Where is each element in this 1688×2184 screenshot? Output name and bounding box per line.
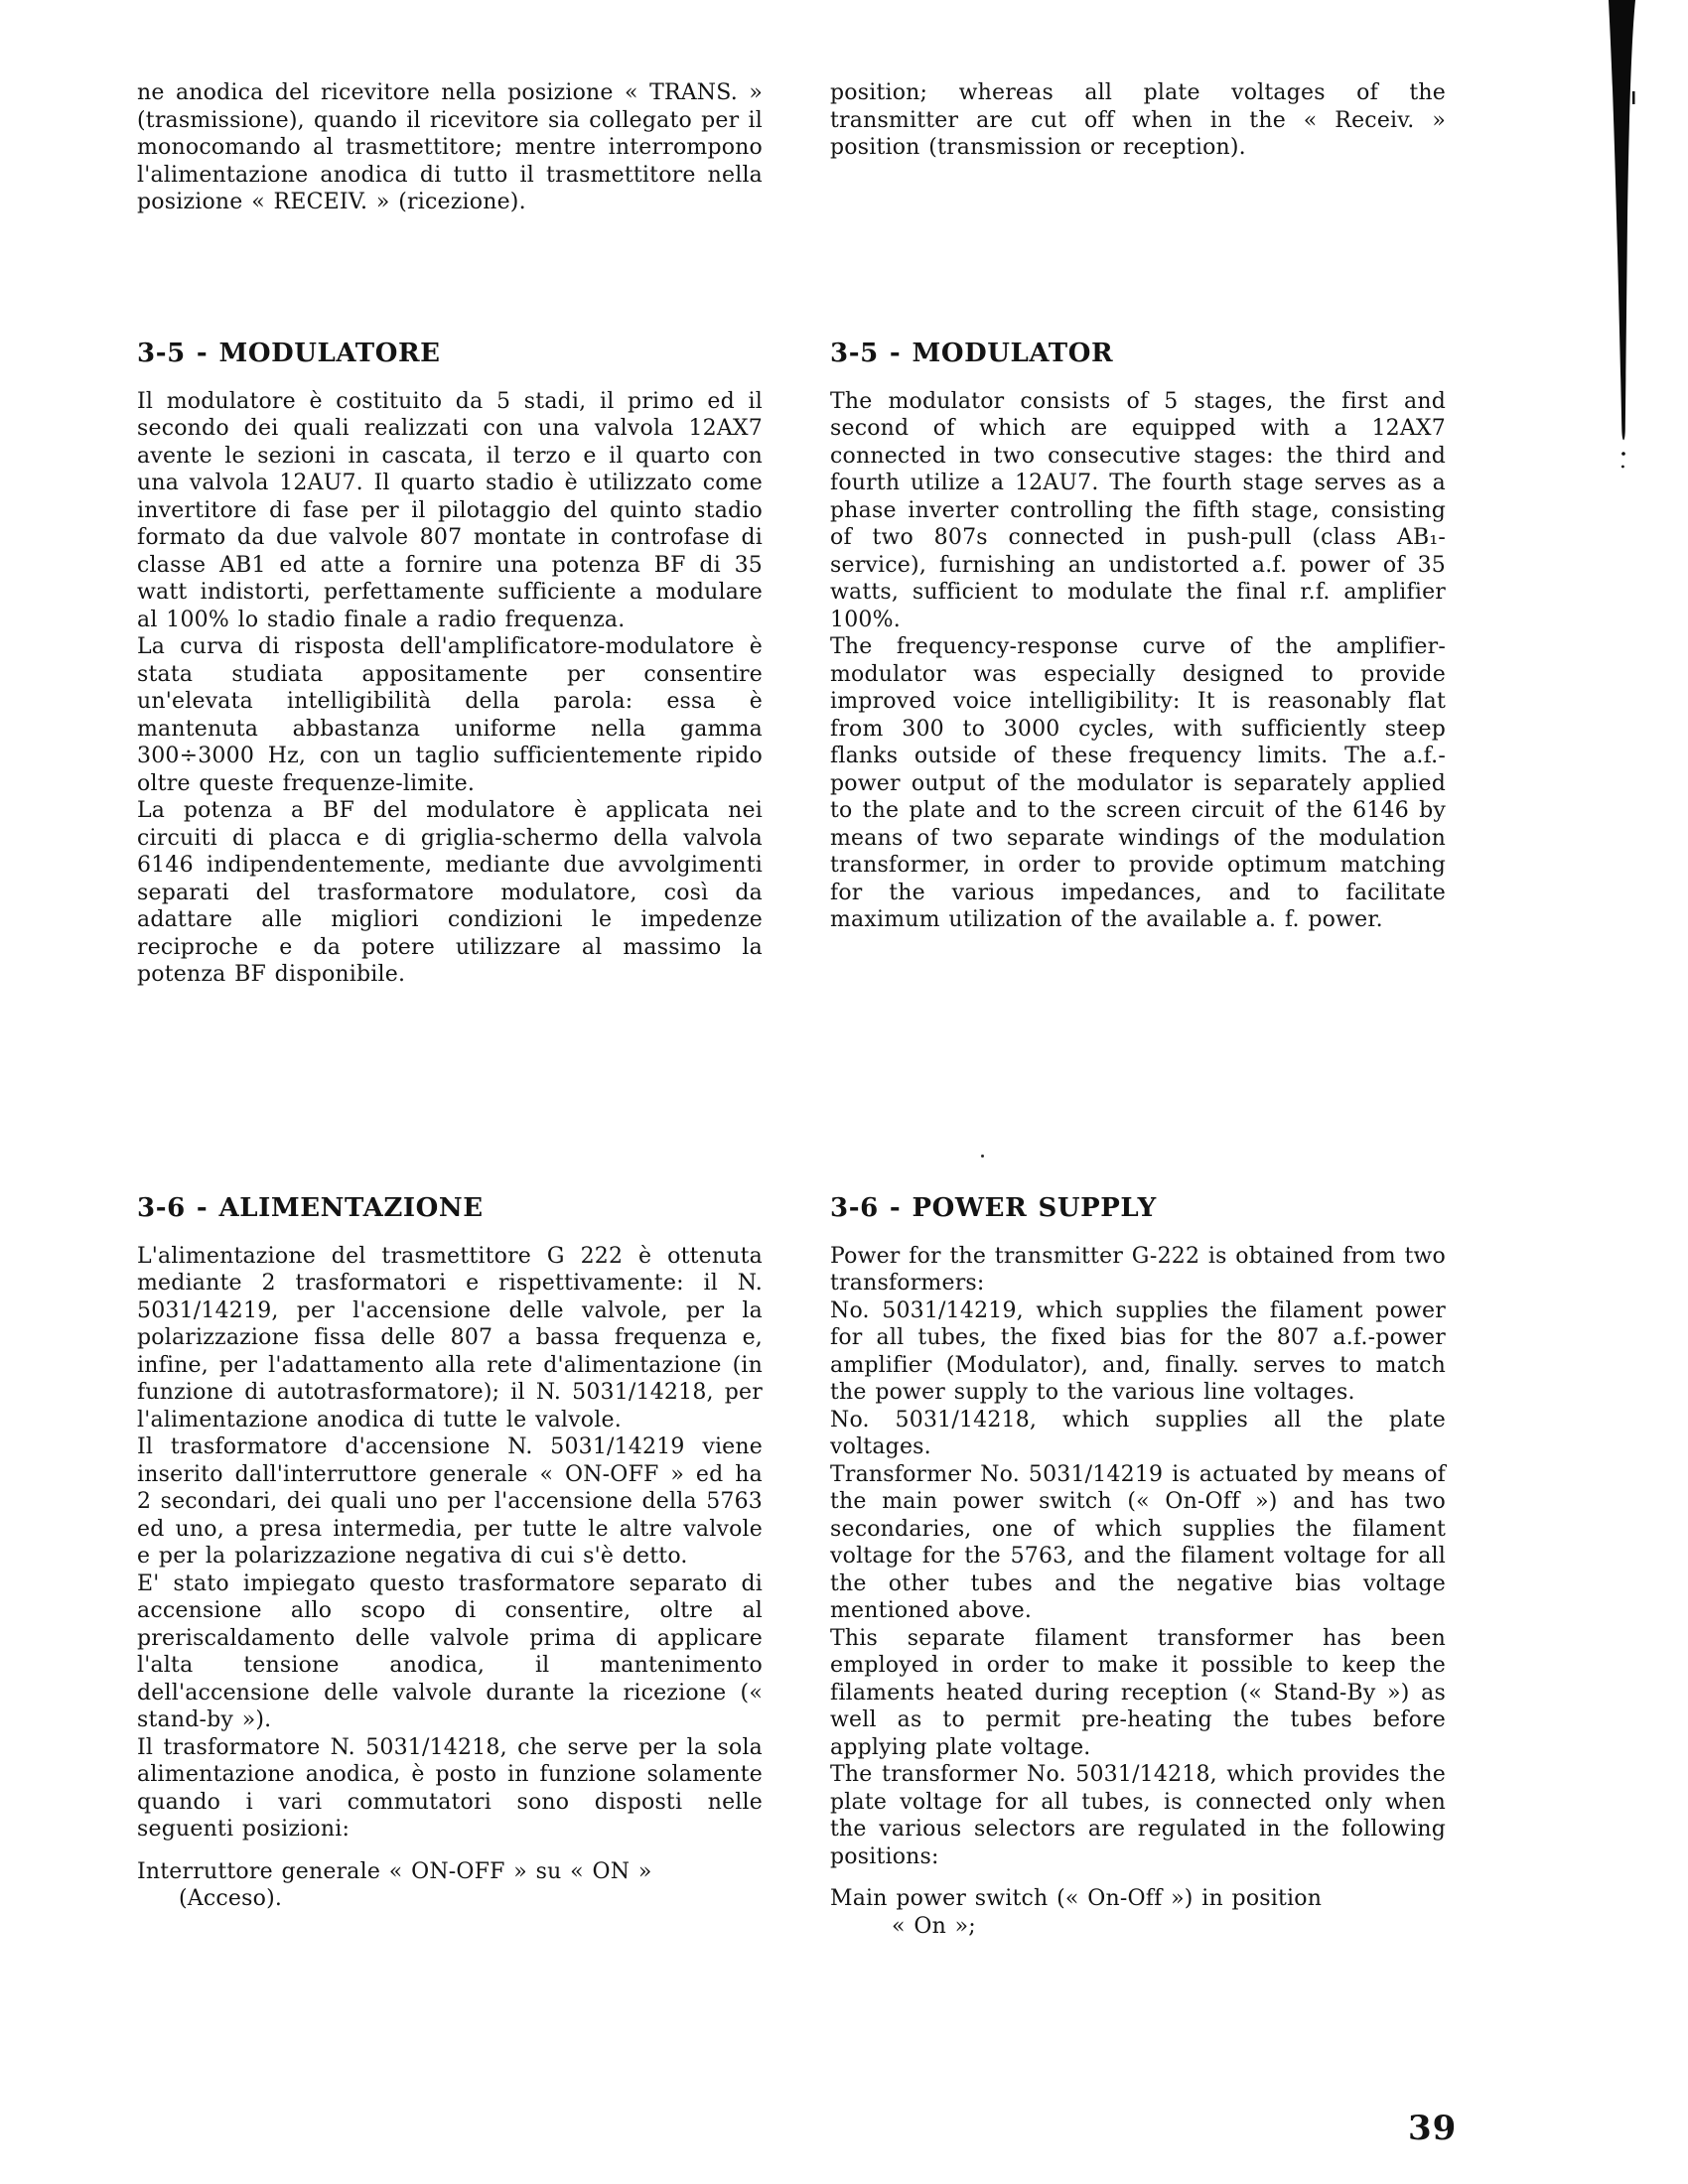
paragraph: La potenza a BF del modulatore è applicata nei circuiti di placca e di griglia-schermo della valvola 6146 indipendentemente, mediante due avvolgimenti separati del trasformatore modulatore, così da adattare alle migliori condizioni le impedenze reciproche e da potere utilizzare al massimo la potenza BF disponibile. <box>137 798 763 987</box>
paragraph: La curva di risposta dell'amplificatore-modulatore è stata studiata appositamente per consentire un'elevata intelligibilità della parola: essa è mantenuta abbastanza uniforme nella gamma 300÷3000 Hz, con un taglio sufficientemente ripido oltre queste frequenze-limite. <box>137 634 763 796</box>
paragraph: This separate filament transformer has been employed in order to make it possible to keep the filaments heated during reception (« Stand-By ») as well as to permit pre-heating the tubes before applying plate voltage. <box>830 1625 1446 1760</box>
paragraph: L'alimentazione del trasmettitore G 222 è ottenuta mediante 2 trasformatori e rispettivamente: il N. 5031/14219, per l'accensione delle valvole, per la polarizzazione fissa delle 807 a bassa frequenza e, infine, per l'adattamento alla rete d'alimentazione (in funzione di autotrasformatore); il N. 5031/14218, per l'alimentazione anodica di tutte le valvole. <box>137 1243 763 1433</box>
section-heading-power-supply: 3-6 - POWER SUPPLY <box>830 1193 1157 1223</box>
list-item-switch-position <box>830 1885 1446 1940</box>
section-heading-alimentazione: 3-6 - ALIMENTAZIONE <box>137 1193 484 1223</box>
paragraph: The transformer No. 5031/14218, which provides the plate voltage for all tubes, is connected only when the various selectors are regulated in the following positions: <box>830 1762 1446 1869</box>
section-heading-modulator: 3-5 - MODULATOR <box>830 339 1114 368</box>
paragraph-intro-it: ne anodica del ricevitore nella posizione « TRANS. » (trasmissione), quando il ricevitore sia collegato per il monocomando al trasmettitore; mentre interrompono l'alimentazione anodica di tutto il trasmettitore nella posizione « RECEIV. » (ricezione). <box>137 80 763 214</box>
page-edge-scan-mark <box>1589 0 1648 486</box>
page-number: 39 <box>1408 2109 1458 2148</box>
right-section-modulator <box>830 341 1446 934</box>
paragraph: Transformer No. 5031/14219 is actuated by means of the main power switch (« On-Off ») and has two secondaries, one of which supplies the filament voltage for the 5763, and the filament voltage for all the other tubes and the negative bias voltage mentioned above. <box>830 1461 1446 1623</box>
list-item-line: Interruttore generale « ON-OFF » su « ON » <box>137 1858 652 1884</box>
paragraph: No. 5031/14219, which supplies the filament power for all tubes, the fixed bias for the 807 a.f.-power amplifier (Modulator), and, finally. serves to match the power supply to the various line voltages. <box>830 1297 1446 1405</box>
section-heading-modulatore: 3-5 - MODULATORE <box>137 339 441 368</box>
paragraph: E' stato impiegato questo trasformatore separato di accensione allo scopo di consentire, oltre al preriscaldamento delle valvole prima di applicare l'alta tensione anodica, il mantenimento dell'accensione delle valvole durante la ricezione (« stand-by »). <box>137 1570 763 1732</box>
list-item-switch-position <box>137 1858 763 1913</box>
paragraph: Il trasformatore d'accensione N. 5031/14219 viene inserito dall'interruttore generale « ON-OFF » ed ha 2 secondari, dei quali uno per l'accensione della 5763 ed uno, a presa intermedia, per tutte le altre valvole e per la polarizzazione negativa di cui s'è detto. <box>137 1434 763 1569</box>
left-section-modulatore <box>137 341 763 989</box>
left-column-intro <box>137 79 763 216</box>
paragraph: The modulator consists of 5 stages, the first and second of which are equipped with a 12AX7 connected in two consecutive stages: the third and fourth utilize a 12AU7. The fourth stage serves as a phase inverter controlling the fifth stage, consisting of two 807s connected in push-pull (class AB₁-service), furnishing an undistorted a.f. power of 35 watts, sufficient to modulate the final r.f. amplifier 100%. <box>830 388 1446 632</box>
list-item-line: « On »; <box>892 1913 976 1939</box>
paragraph: Power for the transmitter G-222 is obtained from two transformers: <box>830 1243 1446 1296</box>
right-section-power-supply <box>830 1195 1446 1940</box>
scan-speck <box>981 1155 984 1158</box>
paragraph: The frequency-response curve of the amplifier-modulator was especially designed to provide improved voice intelligibility: It is reasonably flat from 300 to 3000 cycles, with sufficiently steep flanks outside of these frequency limits. The a.f.-power output of the modulator is separately applied to the plate and to the screen circuit of the 6146 by means of two separate windings of the modulation transformer, in order to provide optimum matching for the various impedances, and to facilitate maximum utilization of the available a. f. power. <box>830 634 1446 932</box>
paragraph: No. 5031/14218, which supplies all the plate voltages. <box>830 1407 1446 1459</box>
paragraph: Il trasformatore N. 5031/14218, che serve per la sola alimentazione anodica, è posto in funzione solamente quando i vari commutatori sono disposti nelle seguenti posizioni: <box>137 1734 763 1842</box>
right-column-intro <box>830 79 1446 162</box>
left-section-alimentazione <box>137 1195 763 1913</box>
list-item-line: Main power switch (« On-Off ») in position <box>830 1886 1323 1911</box>
paragraph-intro-en: position; whereas all plate voltages of the transmitter are cut off when in the « Receiv. » position (transmission or reception). <box>830 80 1446 160</box>
paragraph: Il modulatore è costituito da 5 stadi, il primo ed il secondo dei quali realizzati con una valvola 12AX7 avente le sezioni in cascata, il terzo e il quarto con una valvola 12AU7. Il quarto stadio è utilizzato come invertitore di fase per il pilotaggio del quinto stadio formato da due valvole 807 montate in controfase di classe AB1 ed atte a fornire una potenza BF di 35 watt indistorti, perfettamente sufficiente a modulare al 100% lo stadio finale a radio frequenza. <box>137 388 763 632</box>
list-item-line: (Acceso). <box>179 1886 283 1911</box>
